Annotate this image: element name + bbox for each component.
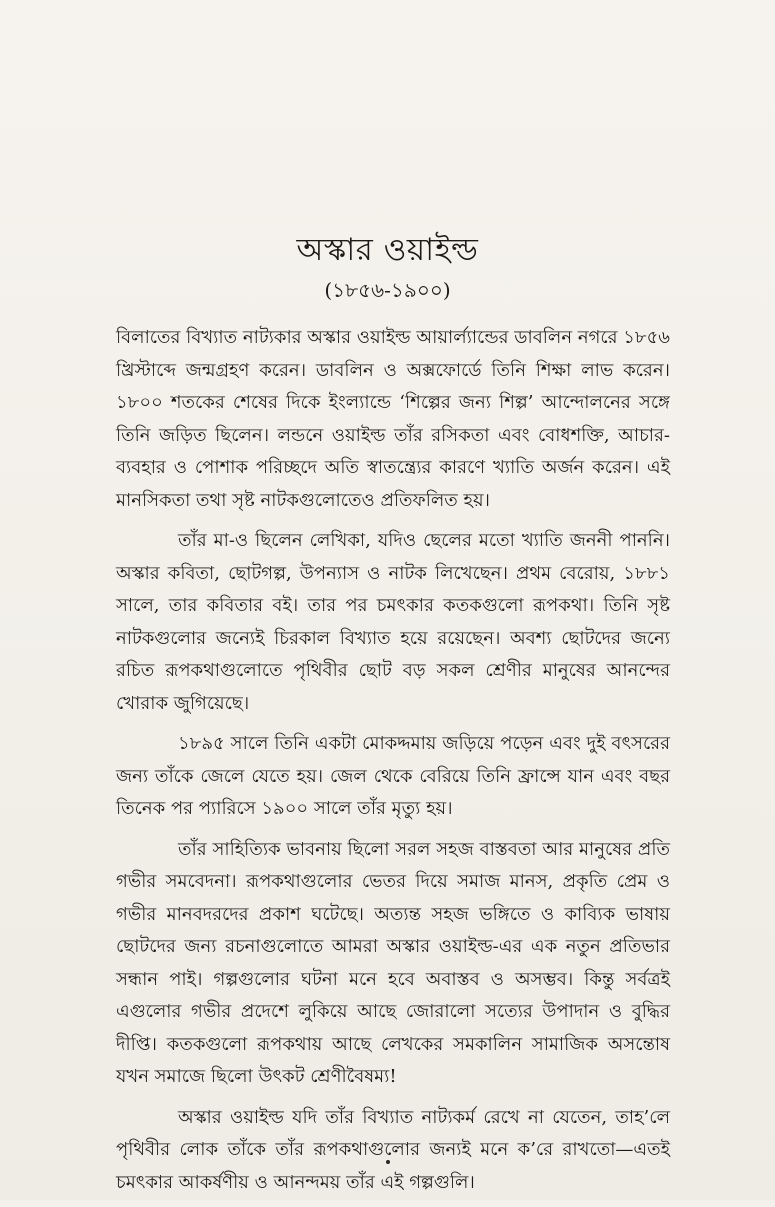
biography-text	[116, 322, 670, 1207]
paragraph-1: বিলাতের বিখ্যাত নাট্যকার অস্কার ওয়াইল্ড আয়ার্ল্যান্ডের ডাবলিন নগরে ১৮৫৬ খ্রিস্টাব্দে জন্মগ্রহণ করেন। ডাবলিন ও অক্সফোর্ডে তিনি শিক্ষা লাভ করেন। ১৮০০ শতকের শেষের দিকে ইংল্যান্ডে ‘শিল্পের জন্য শিল্প’ আন্দোলনের সঙ্গে তিনি জড়িত ছিলেন। লন্ডনে ওয়াইল্ড তাঁর রসিকতা এবং বোধশক্তি, আচার-ব্যবহার ও পোশাক পরিচ্ছদে অতি স্বাতন্ত্র্যের কারণে খ্যাতি অর্জন করেন। এই মানসিকতা তথা সৃষ্ট নাটকগুলোতেও প্রতিফলিত হয়।	[116, 327, 670, 511]
page-title: অস্কার ওয়াইল্ড	[296, 232, 479, 268]
paragraph-4: তাঁর সাহিত্যিক ভাবনায় ছিলো সরল সহজ বাস্তবতা আর মানুষের প্রতি গভীর সমবেদনা। রূপকথাগুলোর ভেতর দিয়ে সমাজ মানস, প্রকৃতি প্রেম ও গভীর মানবদরদের প্রকাশ ঘটেছে। অত্যন্ত সহজ ভঙ্গিতে ও কাব্যিক ভাষায় ছোটদের জন্য রচনাগুলোতে আমরা অস্কার ওয়াইল্ড-এর এক নতুন প্রতিভার সন্ধান পাই। গল্পগুলোর ঘটনা মনে হবে অবাস্তব ও অসম্ভব। কিন্তু সর্বত্রই এগুলোর গভীর প্রদেশে লুকিয়ে আছে জোরালো সত্যের উপাদান ও বুদ্ধির দীপ্তি। কতকগুলো রূপকথায় আছে লেখকের সমকালিন সামাজিক অসন্তোষ যখন সমাজে ছিলো উৎকট শ্রেণীবৈষম্য!	[116, 838, 670, 1087]
paragraph-5: অস্কার ওয়াইল্ড যদি তাঁর বিখ্যাত নাট্যকর্ম রেখে না যেতেন, তাহ’লে পৃথিবীর লোক তাঁকে তাঁর রূপকথাগুলোর জন্যই মনে ক’রে রাখতো—এতই চমৎকার আকর্ষণীয় ও আনন্দময় তাঁর এই গল্পগুলি।	[116, 1106, 670, 1193]
author-lifespan: (১৮৫৬-১৯০০)	[324, 278, 451, 302]
page-mark	[386, 1160, 390, 1164]
paragraph-3: ১৮৯৫ সালে তিনি একটা মোকদ্দমায় জড়িয়ে পড়েন এবং দুই বৎসরের জন্য তাঁকে জেলে যেতে হয়। জেল থেকে বেরিয়ে তিনি ফ্রান্সে যান এবং বছর তিনেক পর প্যারিসে ১৯০০ সালে তাঁর মৃত্যু হয়।	[116, 733, 670, 819]
paragraph-2: তাঁর মা-ও ছিলেন লেখিকা, যদিও ছেলের মতো খ্যাতি জননী পাননি। অস্কার কবিতা, ছোটগল্প, উপন্যাস ও নাটক লিখেছেন। প্রথম বেরোয়, ১৮৮১ সালে, তার কবিতার বই। তার পর চমৎকার কতকগুলো রূপকথা। তিনি সৃষ্ট নাটকগুলোর জন্যেই চিরকাল বিখ্যাত হয়ে রয়েছেন। অবশ্য ছোটদের জন্যে রচিত রূপকথাগুলোতে পৃথিবীর ছোট বড় সকল শ্রেণীর মানুষের আনন্দের খোরাক জুগিয়েছে।	[116, 530, 670, 714]
